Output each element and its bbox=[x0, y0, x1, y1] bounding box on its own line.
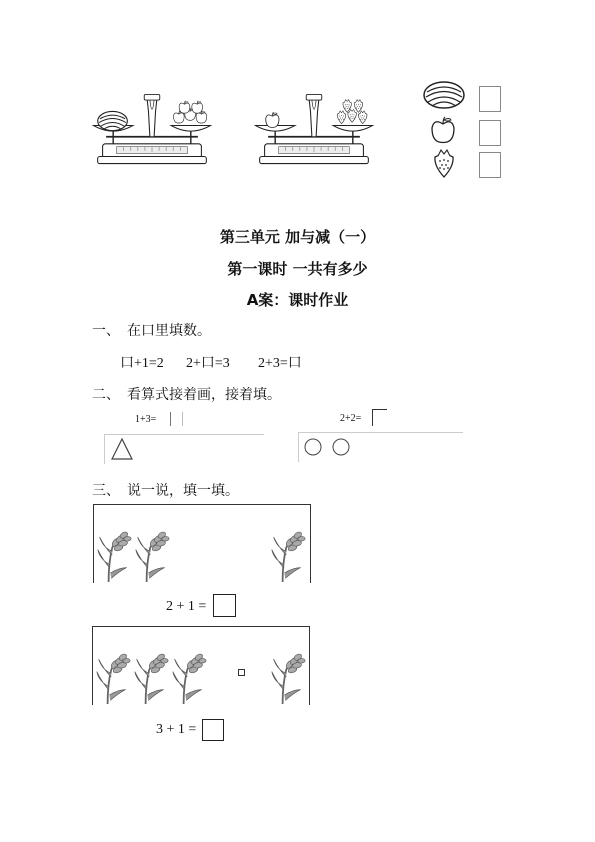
scale-2 bbox=[254, 74, 374, 184]
q3-equation-2: 3 + 1 = bbox=[156, 722, 197, 737]
q1-number: 一、 bbox=[92, 323, 120, 339]
answer-box-strawberry[interactable] bbox=[479, 152, 501, 178]
unit-title: 第三单元 加与减（一） bbox=[219, 228, 376, 246]
rice-plant-icon bbox=[134, 528, 170, 582]
rice-plant-icon bbox=[171, 650, 207, 704]
q2-left-equation: 1+3= bbox=[135, 414, 157, 425]
answer-box-watermelon[interactable] bbox=[479, 86, 501, 112]
rice-plant-icon bbox=[133, 650, 169, 704]
strawberry-icon bbox=[432, 148, 456, 178]
rice-plant-icon bbox=[270, 650, 306, 704]
q3-answer-box-2[interactable] bbox=[202, 719, 224, 741]
q2-prompt: 看算式接着画，接着填。 bbox=[127, 387, 281, 403]
circle-icon bbox=[332, 438, 350, 456]
q2-left-bracket bbox=[104, 434, 105, 464]
lesson-title: 第一课时 一共有多少 bbox=[227, 260, 368, 278]
circle-icon bbox=[304, 438, 322, 456]
triangle-icon bbox=[110, 437, 134, 461]
scale-1 bbox=[92, 74, 212, 184]
q3-number: 三、 bbox=[92, 483, 120, 499]
q2-number: 二、 bbox=[92, 387, 120, 403]
q1-equation-2: 2+口=3 bbox=[186, 356, 230, 371]
q1-equation-3: 2+3=口 bbox=[258, 356, 302, 371]
q2-right-equation: 2+2= bbox=[340, 413, 362, 424]
q2-left-answer-mark-2 bbox=[182, 412, 183, 426]
q2-right-answer-box[interactable] bbox=[372, 409, 387, 426]
q3-answer-box-1[interactable] bbox=[213, 594, 236, 617]
rice-plant-icon bbox=[96, 528, 132, 582]
q2-left-divider bbox=[104, 434, 264, 435]
q1-equation-1: 口+1=2 bbox=[120, 356, 164, 371]
rice-plant-icon bbox=[95, 650, 131, 704]
q2-right-divider bbox=[298, 432, 463, 433]
small-square-marker bbox=[238, 669, 245, 676]
apple-icon bbox=[430, 116, 456, 144]
q2-right-bracket bbox=[298, 432, 299, 462]
q1-prompt: 在口里填数。 bbox=[127, 323, 211, 339]
q3-equation-1: 2 + 1 = bbox=[166, 599, 207, 614]
rice-plant-icon bbox=[270, 528, 306, 582]
answer-box-apple[interactable] bbox=[479, 120, 501, 146]
section-title: A案：课时作业 bbox=[246, 291, 349, 309]
q2-left-answer-mark[interactable] bbox=[170, 412, 171, 426]
q3-prompt: 说一说，填一填。 bbox=[127, 483, 239, 499]
watermelon-icon bbox=[422, 80, 466, 110]
